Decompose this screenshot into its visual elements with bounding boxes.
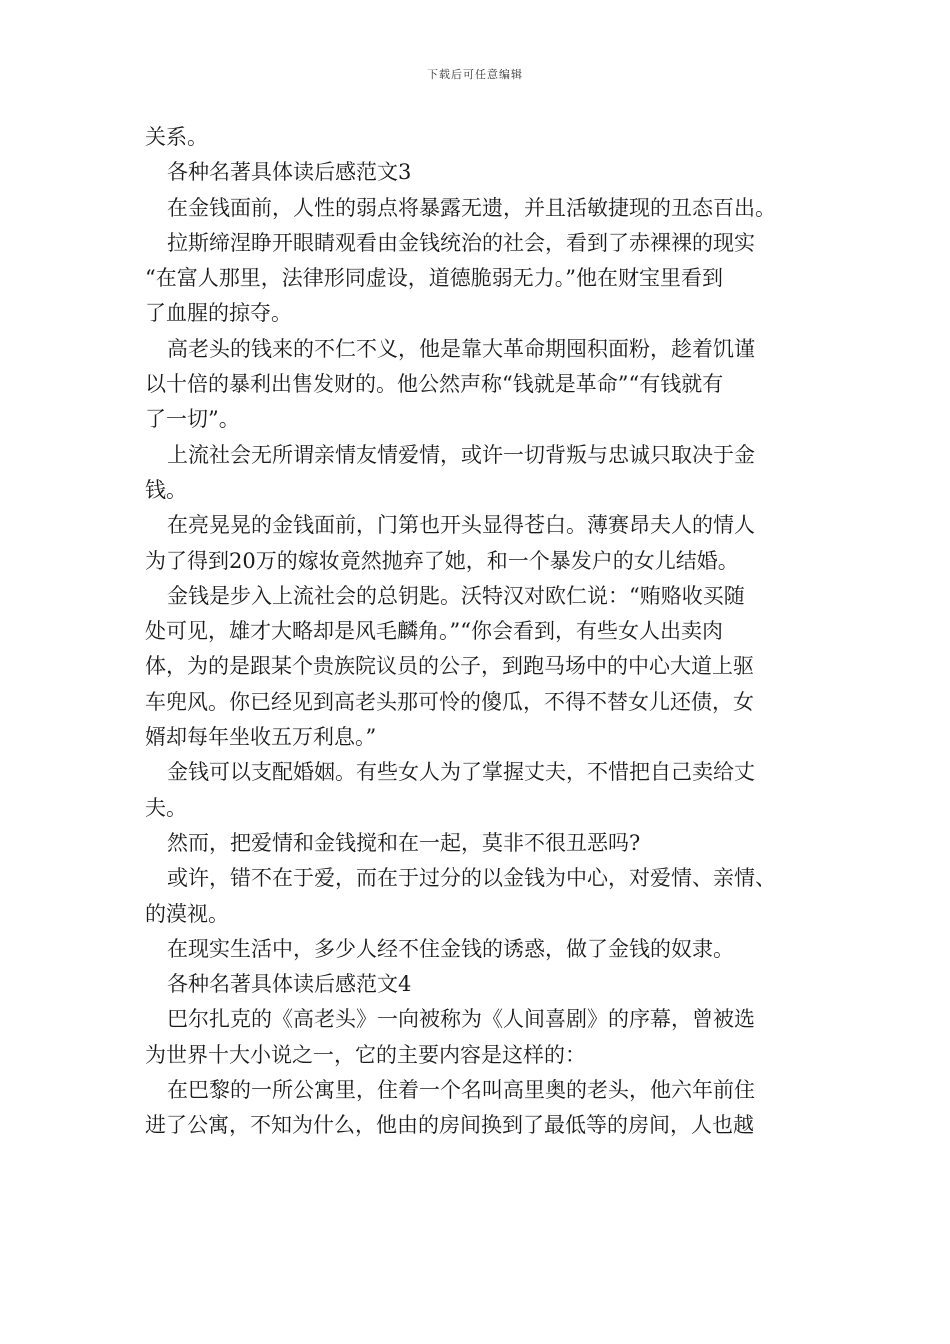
text-line: 为世界十大小说之一，它的主要内容是这样的：: [145, 1042, 586, 1067]
text-line: 巴尔扎克的《高老头》一向被称为《人间喜剧》的序幕，曾被选: [167, 1007, 755, 1032]
text-line: 上流社会无所谓亲情友情爱情，或许一切背叛与忠诚只取决于金: [167, 442, 755, 467]
text-line: 在巴黎的一所公寓里，住着一个名叫高里奥的老头，他六年前住: [167, 1078, 755, 1103]
section-heading: 各种名著具体读后感范文4: [167, 972, 412, 997]
text-line: 拉斯缔涅睁开眼睛观看由金钱统治的社会，看到了赤裸裸的现实: [167, 230, 755, 255]
section-heading: 各种名著具体读后感范文3: [167, 160, 412, 185]
text-line: 了血腥的掠夺。: [145, 301, 292, 326]
text-line: 高老头的钱来的不仁不义，他是靠大革命期囤积面粉，趁着饥谨: [167, 336, 755, 361]
header-note: 下载后可任意编辑: [427, 68, 523, 81]
text-line: 在金钱面前，人性的弱点将暴露无遗，并且活敏捷现的丑态百出。: [167, 195, 776, 220]
text-line: 了一切”。: [145, 407, 240, 432]
text-line: 在现实生活中，多少人经不住金钱的诱惑，做了金钱的奴隶。: [167, 936, 734, 961]
text-line: 以十倍的暴利出售发财的。他公然声称“钱就是革命”“有钱就有: [145, 372, 724, 397]
text-line: 的漠视。: [145, 901, 229, 926]
text-line: 车兜风。你已经见到高老头那可怜的傻瓜，不得不替女儿还债，女: [145, 689, 754, 714]
text-line: 金钱是步入上流社会的总钥匙。沃特汉对欧仁说：“贿赂收买随: [167, 583, 745, 608]
text-line: 关系。: [145, 125, 208, 149]
text-line: 然而，把爱情和金钱搅和在一起，莫非不很丑恶吗?: [167, 830, 641, 855]
text-line: 钱。: [145, 477, 187, 502]
text-line: 进了公寓，不知为什么，他由的房间换到了最低等的房间，人也越: [145, 1113, 754, 1138]
text-line: 夫。: [145, 795, 187, 820]
text-line: 处可见，雄才大略却是风毛麟角。”“你会看到，有些女人出卖肉: [145, 619, 723, 644]
text-line: 体，为的是跟某个贵族院议员的公子，到跑马场中的中心大道上驱: [145, 654, 754, 679]
text-line: 为了得到20万的嫁妆竟然抛弃了她，和一个暴发户的女儿结婚。: [145, 548, 739, 573]
document-body: [145, 120, 825, 1144]
text-line: 或许，错不在于爱，而在于过分的以金钱为中心，对爱情、亲情、: [167, 866, 776, 891]
text-line: 婿却每年坐收五万利息。”: [145, 725, 377, 750]
text-line: 在亮晃晃的金钱面前，门第也开头显得苍白。薄赛昂夫人的情人: [167, 513, 755, 538]
text-line: 金钱可以支配婚姻。有些女人为了掌握丈夫，不惜把自己卖给丈: [167, 760, 755, 785]
text-line: “在富人那里，法律形同虚设，道德脆弱无力。”他在财宝里看到: [145, 266, 723, 291]
